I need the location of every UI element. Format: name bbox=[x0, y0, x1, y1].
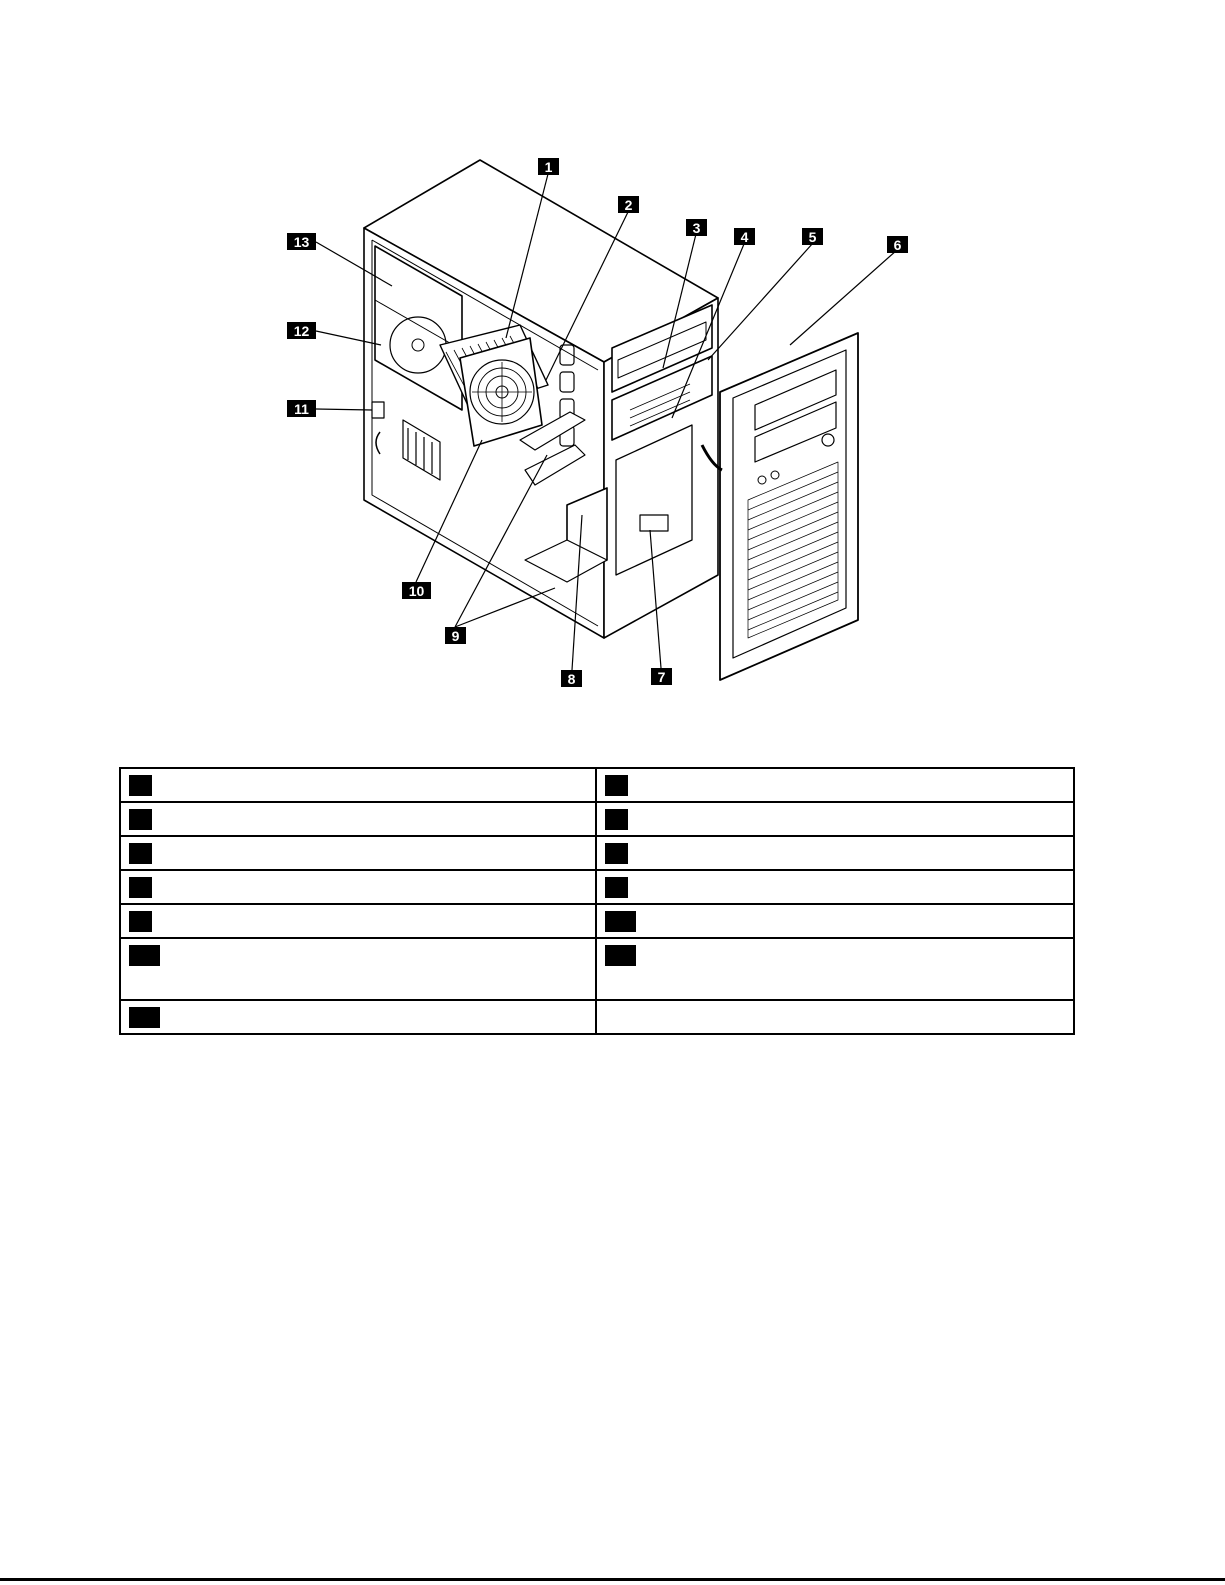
computer-components-figure bbox=[0, 0, 1225, 720]
legend-badge-6 bbox=[605, 843, 628, 864]
legend-badge-8 bbox=[605, 877, 628, 898]
legend-cell bbox=[596, 870, 1074, 904]
callout-label: 2 bbox=[624, 197, 633, 213]
callout-badge bbox=[402, 582, 431, 599]
callout-label: 4 bbox=[740, 229, 749, 245]
callout-badge bbox=[445, 627, 466, 644]
callout-badge bbox=[287, 400, 316, 417]
legend-cell bbox=[596, 802, 1074, 836]
table-row bbox=[120, 1000, 1074, 1034]
callout-label: 8 bbox=[567, 671, 576, 687]
callout-badge bbox=[287, 233, 316, 250]
legend-cell bbox=[596, 768, 1074, 802]
table-row bbox=[120, 904, 1074, 938]
callout-badge bbox=[651, 668, 672, 685]
component-legend-table bbox=[119, 767, 1075, 1035]
callout-label: 5 bbox=[808, 229, 817, 245]
legend-badge-12 bbox=[605, 945, 636, 966]
callout-badge bbox=[887, 236, 908, 253]
callout-badge bbox=[734, 228, 755, 245]
callout-badge bbox=[538, 158, 559, 175]
callout-badge bbox=[618, 196, 639, 213]
legend-badge-1 bbox=[129, 775, 152, 796]
legend-cell bbox=[120, 938, 596, 1000]
legend-badge-7 bbox=[129, 877, 152, 898]
front-bezel bbox=[720, 333, 858, 680]
callout-label: 9 bbox=[451, 628, 460, 644]
legend-badge-2 bbox=[605, 775, 628, 796]
callout-badge bbox=[802, 228, 823, 245]
legend-cell bbox=[120, 870, 596, 904]
table-row bbox=[120, 938, 1074, 1000]
callout-badge bbox=[561, 670, 582, 687]
legend-badge-5 bbox=[129, 843, 152, 864]
callout-label: 13 bbox=[293, 234, 310, 250]
exploded-view-drawing bbox=[0, 0, 1225, 720]
callout-badge bbox=[287, 322, 316, 339]
table-row bbox=[120, 836, 1074, 870]
legend-badge-3 bbox=[129, 809, 152, 830]
legend-cell bbox=[120, 768, 596, 802]
callout-label: 12 bbox=[293, 323, 310, 339]
callout-badge bbox=[686, 219, 707, 236]
legend-cell bbox=[120, 904, 596, 938]
table-row bbox=[120, 802, 1074, 836]
legend-cell-empty bbox=[596, 1000, 1074, 1034]
legend-badge-10 bbox=[605, 911, 636, 932]
legend-cell bbox=[596, 938, 1074, 1000]
legend-badge-4 bbox=[605, 809, 628, 830]
legend-badge-9 bbox=[129, 911, 152, 932]
page-bottom-rule bbox=[0, 1578, 1225, 1581]
callout-label: 10 bbox=[408, 583, 425, 599]
legend-cell bbox=[120, 836, 596, 870]
legend-badge-11 bbox=[129, 945, 160, 966]
legend-cell bbox=[596, 836, 1074, 870]
callout-label: 1 bbox=[544, 159, 553, 175]
legend-badge-13 bbox=[129, 1007, 160, 1028]
callout-label: 3 bbox=[692, 220, 701, 236]
legend-cell bbox=[120, 1000, 596, 1034]
table-row bbox=[120, 768, 1074, 802]
callout-label: 11 bbox=[294, 401, 309, 417]
legend-cell bbox=[596, 904, 1074, 938]
legend-cell bbox=[120, 802, 596, 836]
callout-label: 6 bbox=[893, 237, 902, 253]
callout-label: 7 bbox=[657, 669, 666, 685]
table-row bbox=[120, 870, 1074, 904]
